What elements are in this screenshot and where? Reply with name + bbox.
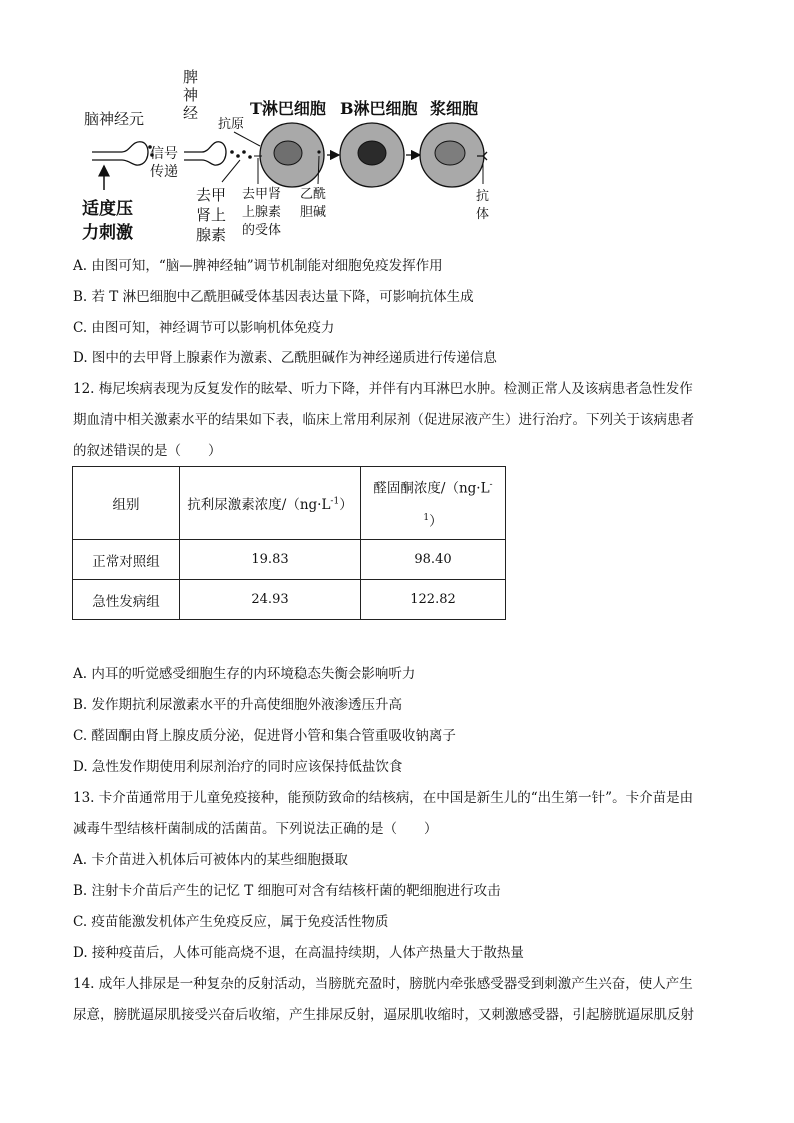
q11-option-a: A. 由图可知，“脑—脾神经轴”调节机制能对细胞免疫发挥作用 (73, 258, 443, 274)
label-spleen-nerve-1: 脾 (183, 68, 199, 86)
label-signal-1: 信号 (150, 146, 178, 162)
cell-adh: 19.83 (180, 540, 361, 580)
q13-stem-line-2: 减毒牛型结核杆菌制成的活菌苗。下列说法正确的是（ ） (73, 821, 438, 837)
cell-aldosterone: 98.40 (361, 540, 506, 580)
label-acetylcholine-1: 乙酰 (300, 187, 327, 202)
cell-adh: 24.93 (180, 580, 361, 620)
th-adh: 抗利尿激素浓度$/(ng\cdot L^{-1})$ (180, 467, 361, 540)
spleen-nerve-ending (184, 142, 226, 165)
label-brain-neuron: 脑神经元 (84, 110, 145, 128)
q14-stem-line-1: 14. 成年人排尿是一种复杂的反射活动，当膀胱充盈时，膀胱内牵张感受器受到刺激产生兴奋，使人产生 (73, 976, 693, 992)
q12-stem-line-2: 期血清中相关激素水平的结果如下表，临床上常用利尿剂（促进尿液产生）进行治疗。下列关于该病患者 (73, 412, 694, 428)
label-b-cell: B淋巴细胞 (340, 99, 418, 118)
label-plasma-cell: 浆细胞 (430, 99, 479, 118)
brain-neuron-axon (92, 142, 148, 165)
cell-group: 急性发病组 (73, 580, 180, 620)
q13-option-c: C. 疫苗能激发机体产生免疫反应，属于免疫活性物质 (73, 914, 389, 930)
cell-group: 正常对照组 (73, 540, 180, 580)
hormone-table (72, 466, 506, 620)
table-row (73, 540, 506, 580)
q12-stem-line-3: 的叙述错误的是（ ） (73, 443, 222, 459)
label-antibody-1: 抗 (476, 189, 490, 204)
table-row (73, 580, 506, 620)
q12-option-d: D. 急性发作期使用利尿剂治疗的同时应该保持低盐饮食 (73, 759, 403, 775)
q12-option-a: A. 内耳的听觉感受细胞生存的内环境稳态失衡会影响听力 (73, 666, 416, 682)
q13-option-b: B. 注射卡介苗后产生的记忆 T 细胞可对含有结核杆菌的靶细胞进行攻击 (73, 883, 501, 899)
label-stress-1: 适度压 (82, 199, 133, 219)
label-antibody-2: 体 (476, 207, 490, 222)
label-signal-2: 传递 (150, 164, 178, 180)
label-ne-2: 肾上 (196, 206, 227, 224)
label-spleen-nerve-2: 神 (183, 86, 199, 104)
q13-option-a: A. 卡介苗进入机体后可被体内的某些细胞摄取 (73, 852, 348, 868)
label-stress-2: 力刺激 (82, 223, 133, 243)
q11-option-b: B. 若 T 淋巴细胞中乙酰胆碱受体基因表达量下降，可影响抗体生成 (73, 289, 474, 305)
label-t-cell: T淋巴细胞 (250, 99, 326, 118)
q12-stem-line-1: 12. 梅尼埃病表现为反复发作的眩晕、听力下降，并伴有内耳淋巴水肿。检测正常人及该病患者急性发作 (73, 381, 693, 397)
plasma-cell-nucleus (435, 141, 465, 165)
q13-stem-line-1: 13. 卡介苗通常用于儿童免疫接种，能预防致命的结核病，在中国是新生儿的“出生第一针”。卡介苗是由 (73, 790, 694, 806)
q11-option-d: D. 图中的去甲肾上腺素作为激素、乙酰胆碱作为神经递质进行传递信息 (73, 350, 497, 366)
q11-option-c: C. 由图可知，神经调节可以影响机体免疫力 (73, 320, 335, 336)
label-ne-1: 去甲 (196, 186, 227, 204)
label-spleen-nerve-3: 经 (183, 104, 199, 122)
cell-aldosterone: 122.82 (361, 580, 506, 620)
q14-stem-line-2: 尿意，膀胱逼尿肌接受兴奋后收缩，产生排尿反射，逼尿肌收缩时，又刺激感受器，引起膀胱逼尿肌反射 (73, 1007, 694, 1023)
label-ne-3: 腺素 (196, 226, 227, 244)
label-antigen: 抗原 (218, 117, 245, 132)
q12-option-b: B. 发作期抗利尿激素水平的升高使细胞外液渗透压升高 (73, 697, 403, 713)
immune-regulation-diagram (72, 60, 512, 250)
b-cell-nucleus (358, 141, 386, 165)
q13-option-d: D. 接种疫苗后，人体可能高烧不退，在高温持续期，人体产热量大于散热量 (73, 945, 524, 961)
th-group: 组别 (73, 467, 180, 540)
t-cell-nucleus (274, 141, 302, 165)
label-ne-receptor-1: 去甲肾 (242, 187, 282, 202)
th-aldosterone: 醛固酮浓度/（ng·L- $^1$） (361, 467, 506, 540)
q12-option-c: C. 醛固酮由肾上腺皮质分泌，促进肾小管和集合管重吸收钠离子 (73, 728, 456, 744)
label-ne-receptor-3: 的受体 (242, 223, 282, 238)
label-ne-receptor-2: 上腺素 (242, 205, 282, 220)
label-acetylcholine-2: 胆碱 (300, 205, 327, 220)
